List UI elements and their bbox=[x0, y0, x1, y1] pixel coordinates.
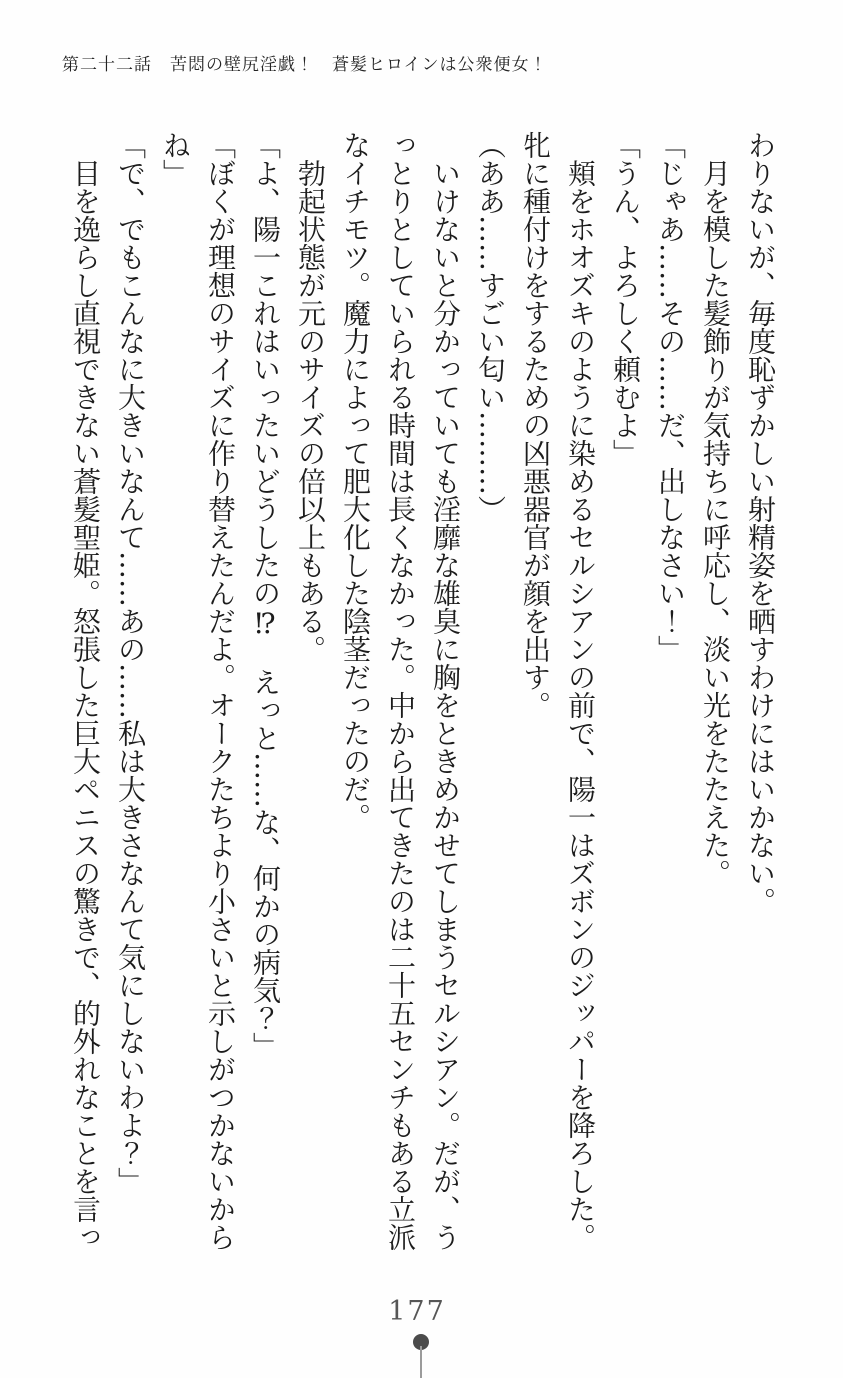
paragraph: 月を模した髪飾りが気持ちに呼応し、淡い光をたたえた。 bbox=[699, 159, 732, 887]
dialogue-paragraph: 「じゃあ……その……だ、出しなさい！」 bbox=[654, 131, 687, 663]
dialogue-paragraph: 「ぼくが理想のサイズに作り替えたんだよ。オークたちより小さいと示しがつかないからね」 bbox=[159, 131, 237, 1251]
dialogue-paragraph: 「うん、よろしく頼むよ」 bbox=[609, 131, 642, 467]
paragraph: いけないと分かっていても淫靡な雄臭に胸をときめかせてしまうセルシアン。だが、うっとりとしていられる時間は長くなかった。中から出てきたのは二十五センチもある立派なイチモツ。魔力によって肥大化した陰茎だったのだ。 bbox=[339, 131, 462, 1251]
vertical-text-body bbox=[61, 131, 783, 1253]
marker-dot-icon bbox=[413, 1334, 429, 1350]
paragraph: 勃起状態が元のサイズの倍以上もある。 bbox=[294, 159, 327, 663]
thought-paragraph: （ああ……すごい匂い………） bbox=[474, 131, 507, 523]
page-number: 177 bbox=[388, 1296, 446, 1327]
dialogue-paragraph: 「で、でもこんなに大きいなんて……あの……私は大きさなんて気にしないわよ？」 bbox=[114, 131, 147, 1195]
chapter-header: 第二十二話 苦悶の壁尻淫戯！ 蒼髪ヒロインは公衆便女！ bbox=[62, 55, 548, 75]
paragraph: わりないが、毎度恥ずかしい射精姿を晒すわけにはいかない。 bbox=[744, 131, 777, 915]
paragraph: 頬をホオズキのように染めるセルシアンの前で、陽一はズボンのジッパーを降ろした。牝に種付けをするための凶悪器官が顔を出す。 bbox=[519, 131, 597, 1251]
marker-stem bbox=[420, 1346, 422, 1378]
dialogue-paragraph: 「よ、陽一これはいったいどうしたの⁉ えっと……な、何かの病気？」 bbox=[249, 131, 282, 1060]
paragraph: 目を逸らし直視できない蒼髪聖姫。怒張した巨大ペニスの驚きで、的外れなことを言っ bbox=[69, 159, 102, 1251]
